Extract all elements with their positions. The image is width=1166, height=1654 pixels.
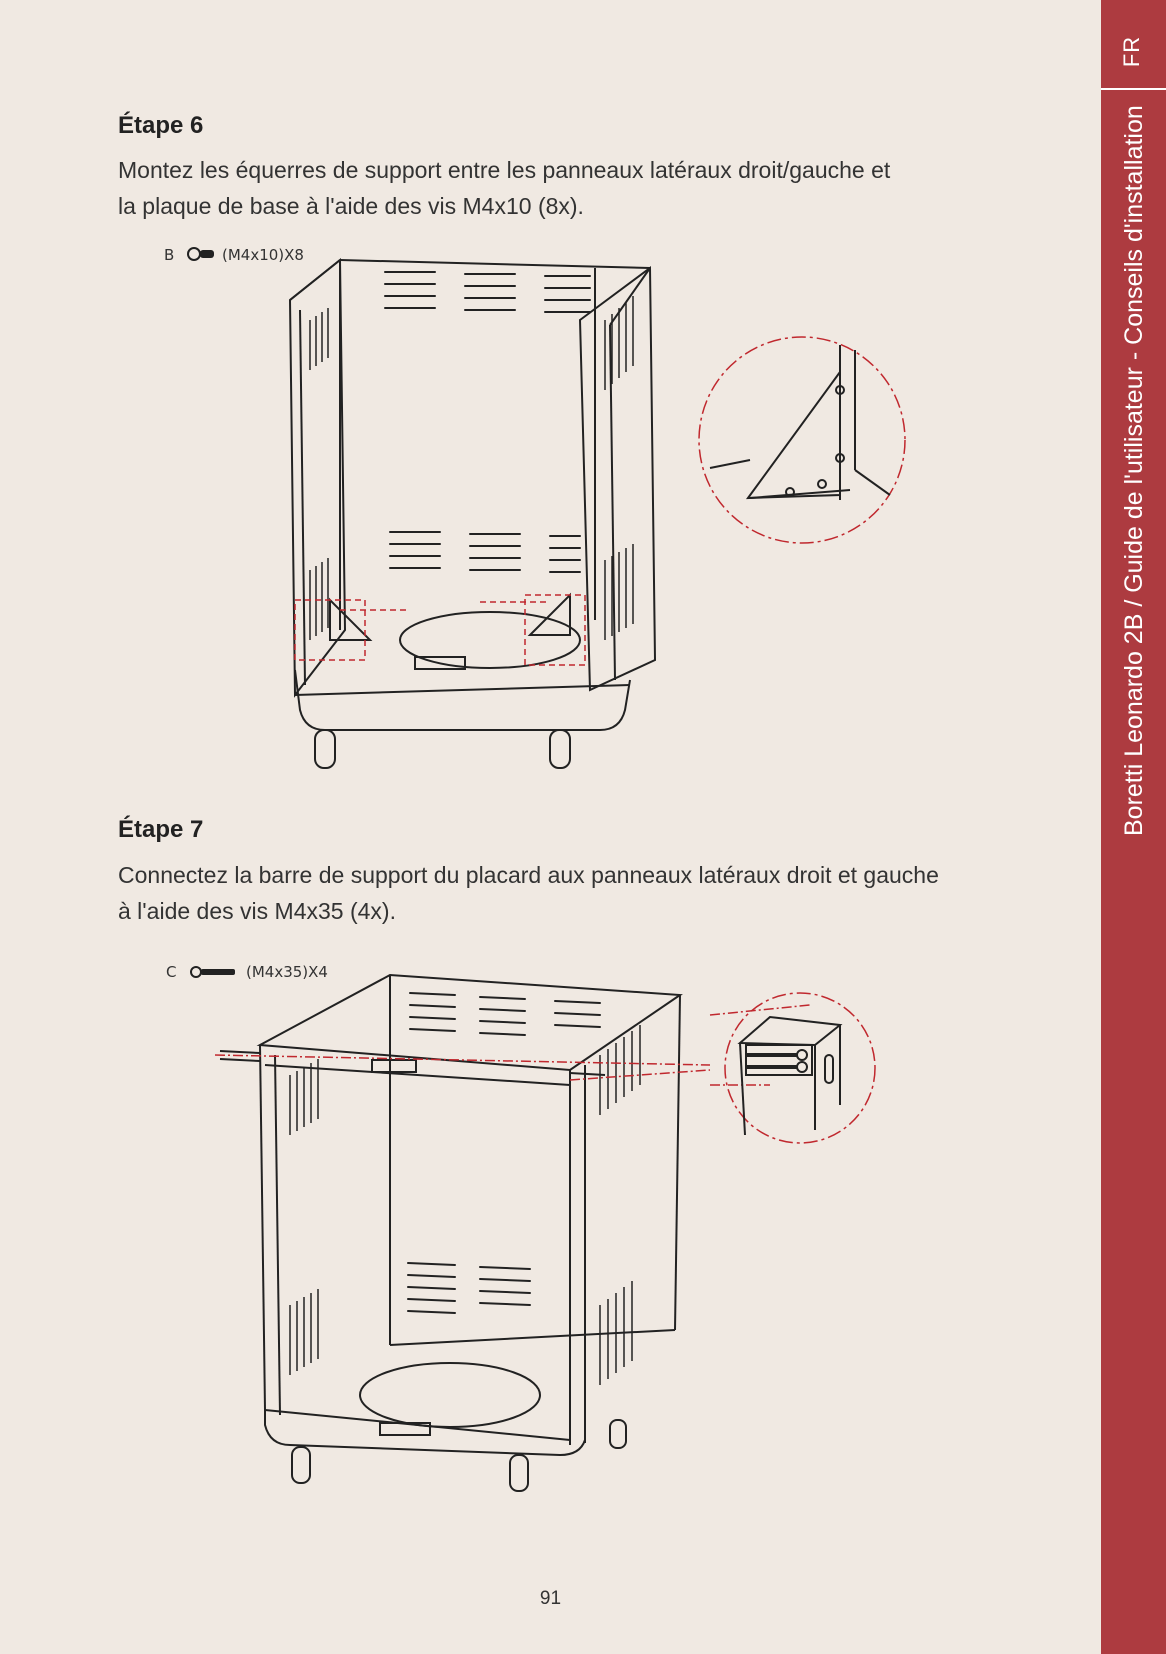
step-7-part-label: (M4x35)X4 (246, 963, 328, 981)
step-7-title: Étape 7 (118, 816, 204, 843)
step-7-detail-zoom (725, 993, 875, 1143)
step-6-part-letter: B (164, 246, 175, 264)
step-7-part-letter: C (166, 963, 177, 981)
step-6-part-label: (M4x10)X8 (222, 246, 304, 264)
step-6-line-1: Montez les équerres de support entre les panneaux latéraux droit/gauche et (118, 157, 891, 183)
page-number: 91 (539, 1588, 562, 1609)
screw-long-icon (191, 967, 235, 977)
vent-slots-step-7 (408, 993, 600, 1313)
cabinet-frame-step-7 (260, 975, 680, 1491)
step-6-detail-zoom (699, 337, 905, 543)
step-6-description (118, 152, 978, 224)
assembly-guides (295, 595, 585, 665)
step-7-line-2: à l'aide des vis M4x35 (4x). (118, 898, 396, 924)
step-6-illustration (150, 240, 970, 780)
language-label: FR (1119, 35, 1144, 68)
step-7-description (118, 857, 978, 929)
sidebar-divider (1101, 88, 1166, 90)
cabinet-frame-step-6 (290, 260, 655, 768)
guide-title: Boretti Leonardo 2B / Guide de l'utilisateur - Conseils d'installation (1120, 105, 1148, 836)
step-6-title: Étape 6 (118, 112, 204, 139)
step-7-line-1: Connectez la barre de support du placard aux panneaux latéraux droit et gauche (118, 862, 939, 888)
step-6-line-2: la plaque de base à l'aide des vis M4x10 (8x). (118, 193, 584, 219)
step-7-illustration (150, 955, 910, 1515)
side-tab (1101, 0, 1166, 1654)
vent-slots (385, 272, 590, 572)
screw-short-icon (188, 248, 214, 260)
